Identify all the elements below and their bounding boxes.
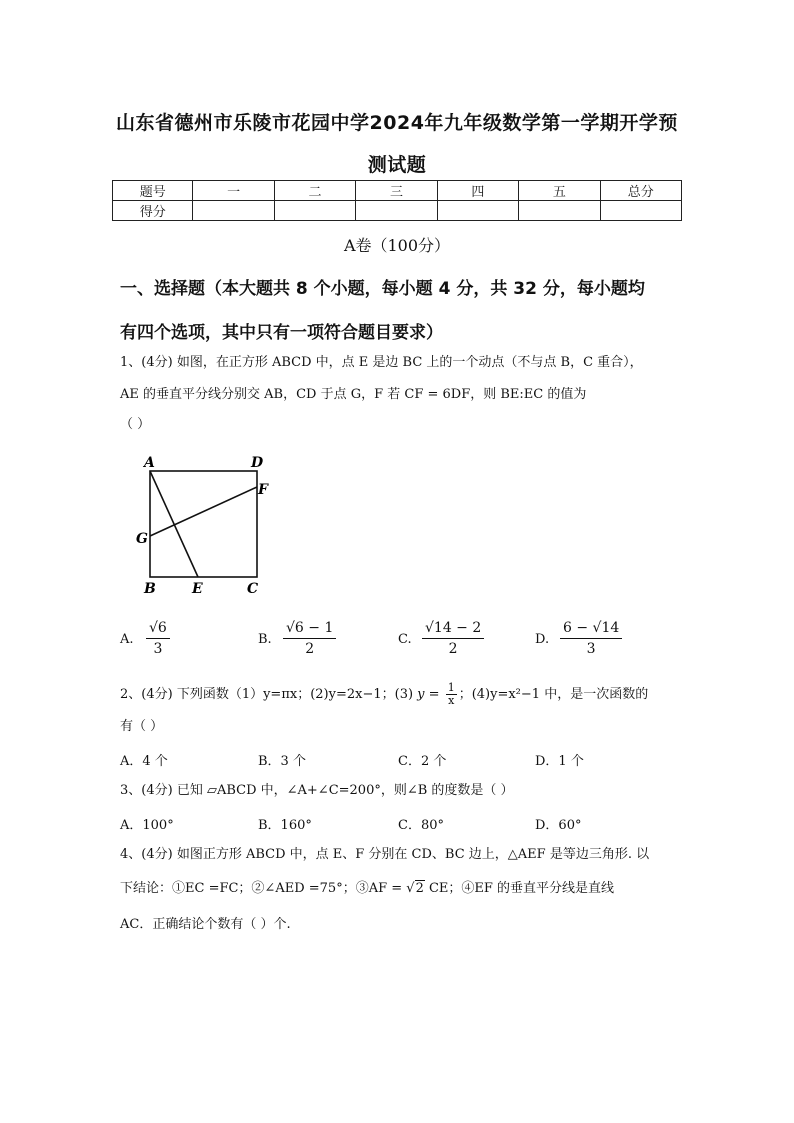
q1-option-c-fraction xyxy=(422,620,484,657)
q1-line3: （ ） xyxy=(120,417,151,432)
label-a: A xyxy=(144,455,155,471)
q1-option-a-den: 3 xyxy=(153,641,163,657)
q1-option-d-den: 3 xyxy=(586,641,596,657)
q1-option-d-fraction xyxy=(560,620,622,657)
q1-line1: 1、(4分) 如图，在正方形 ABCD 中，点 E 是边 BC 上的一个动点（不与点 B，C 重合）， xyxy=(120,355,643,370)
table-cell[interactable] xyxy=(274,201,355,221)
q3-option-a: A．100° xyxy=(120,818,174,833)
q1-option-d-num: 6 − √14 xyxy=(563,620,620,636)
page-title-line2: 测试题 xyxy=(367,154,427,176)
section-heading-line2: 有四个选项，其中只有一项符合题目要求） xyxy=(120,323,443,343)
table-cell[interactable] xyxy=(600,201,681,221)
q1-option-b-fraction xyxy=(283,620,336,657)
q1-option-a-num: √6 xyxy=(149,620,167,636)
label-c: C xyxy=(247,581,259,597)
table-row xyxy=(113,181,682,201)
label-e: E xyxy=(192,581,203,597)
q2-line1: 2、(4分) 下列函数（1）y=πx；(2)y=2x−1；(3) y = $\frac{1}{x}$ ；(4)y=x²−1 中，是一次函数的 xyxy=(120,681,649,707)
q1-square-figure xyxy=(130,450,280,600)
table-cell: 五 xyxy=(519,181,600,201)
q1-option-b-den: 2 xyxy=(305,641,315,657)
score-table xyxy=(112,180,682,221)
label-g: G xyxy=(136,531,148,547)
table-cell[interactable] xyxy=(193,201,274,221)
table-cell: 得分 xyxy=(113,201,193,221)
q4-line2: 下结论：①EC =FC；②∠AED =75°；③AF = √2 CE；④EF 的垂直平分线是直线 xyxy=(120,881,615,896)
q2-line1-start: 2、(4分) 下列函数（1）y=πx；(2)y=2x−1；(3) xyxy=(120,687,418,702)
q2-line1-end: ；(4)y=x²−1 中，是一次函数的 xyxy=(458,687,649,702)
page-title-line1: 山东省德州市乐陵市花园中学2024年九年级数学第一学期开学预 xyxy=(116,112,678,134)
q1-option-b-label: B. xyxy=(258,632,272,647)
segment-gf xyxy=(150,487,257,536)
q4-radicand: 2 xyxy=(415,881,424,896)
q4-line2-end: CE；④EF 的垂直平分线是直线 xyxy=(424,881,615,896)
q3-option-b: B．160° xyxy=(258,818,312,833)
segment-ae xyxy=(150,471,198,577)
q4-line2-start: 下结论：①EC =FC；②∠AED =75°；③AF = xyxy=(120,881,407,896)
q1-option-b-num: √6 − 1 xyxy=(286,620,334,636)
q3-option-d: D．60° xyxy=(535,818,582,833)
table-cell: 题号 xyxy=(113,181,193,201)
q4-line3: AC．正确结论个数有（ ）个. xyxy=(120,917,291,932)
q4-line1: 4、(4分) 如图正方形 ABCD 中，点 E、F 分别在 CD、BC 边上，△AEF 是等边三角形. 以 xyxy=(120,847,650,862)
table-cell: 二 xyxy=(274,181,355,201)
label-d: D xyxy=(251,455,264,471)
q1-line2: AE 的垂直平分线分别交 AB，CD 于点 G，F 若 CF = 6DF，则 BE:EC 的值为 xyxy=(120,387,587,402)
q3-option-c: C．80° xyxy=(398,818,444,833)
q2-option-d: D．1 个 xyxy=(535,754,584,769)
table-cell: 三 xyxy=(356,181,437,201)
table-cell: 四 xyxy=(437,181,518,201)
q1-option-c-label: C. xyxy=(398,632,412,647)
q2-option-c: C．2 个 xyxy=(398,754,447,769)
table-cell: 一 xyxy=(193,181,274,201)
q1-option-a-fraction xyxy=(146,620,170,657)
table-cell: 总分 xyxy=(600,181,681,201)
q2-fraction-den: x xyxy=(448,694,455,707)
square-abcd xyxy=(150,471,257,577)
table-cell[interactable] xyxy=(356,201,437,221)
q2-option-a: A．4 个 xyxy=(120,754,168,769)
q2-fraction-num: 1 xyxy=(447,681,455,694)
q2-fraction xyxy=(446,682,457,707)
q1-option-a-label: A. xyxy=(120,632,134,647)
q3-line1: 3、(4分) 已知 ▱ABCD 中，∠A+∠C=200°，则∠B 的度数是（ ） xyxy=(120,783,514,798)
q1-option-c-num: √14 − 2 xyxy=(425,620,482,636)
section-heading-line1: 一、选择题（本大题共 8 个小题，每小题 4 分，共 32 分，每小题均 xyxy=(120,279,645,299)
table-row xyxy=(113,201,682,221)
label-f: F xyxy=(258,482,268,498)
q2-line2: 有（ ） xyxy=(120,719,164,734)
volume-heading: A卷（100分） xyxy=(343,236,451,255)
q2-option-b: B．3 个 xyxy=(258,754,306,769)
q1-option-c-den: 2 xyxy=(448,641,458,657)
table-cell[interactable] xyxy=(437,201,518,221)
label-b: B xyxy=(144,581,156,597)
table-cell[interactable] xyxy=(519,201,600,221)
q1-option-d-label: D. xyxy=(535,632,550,647)
